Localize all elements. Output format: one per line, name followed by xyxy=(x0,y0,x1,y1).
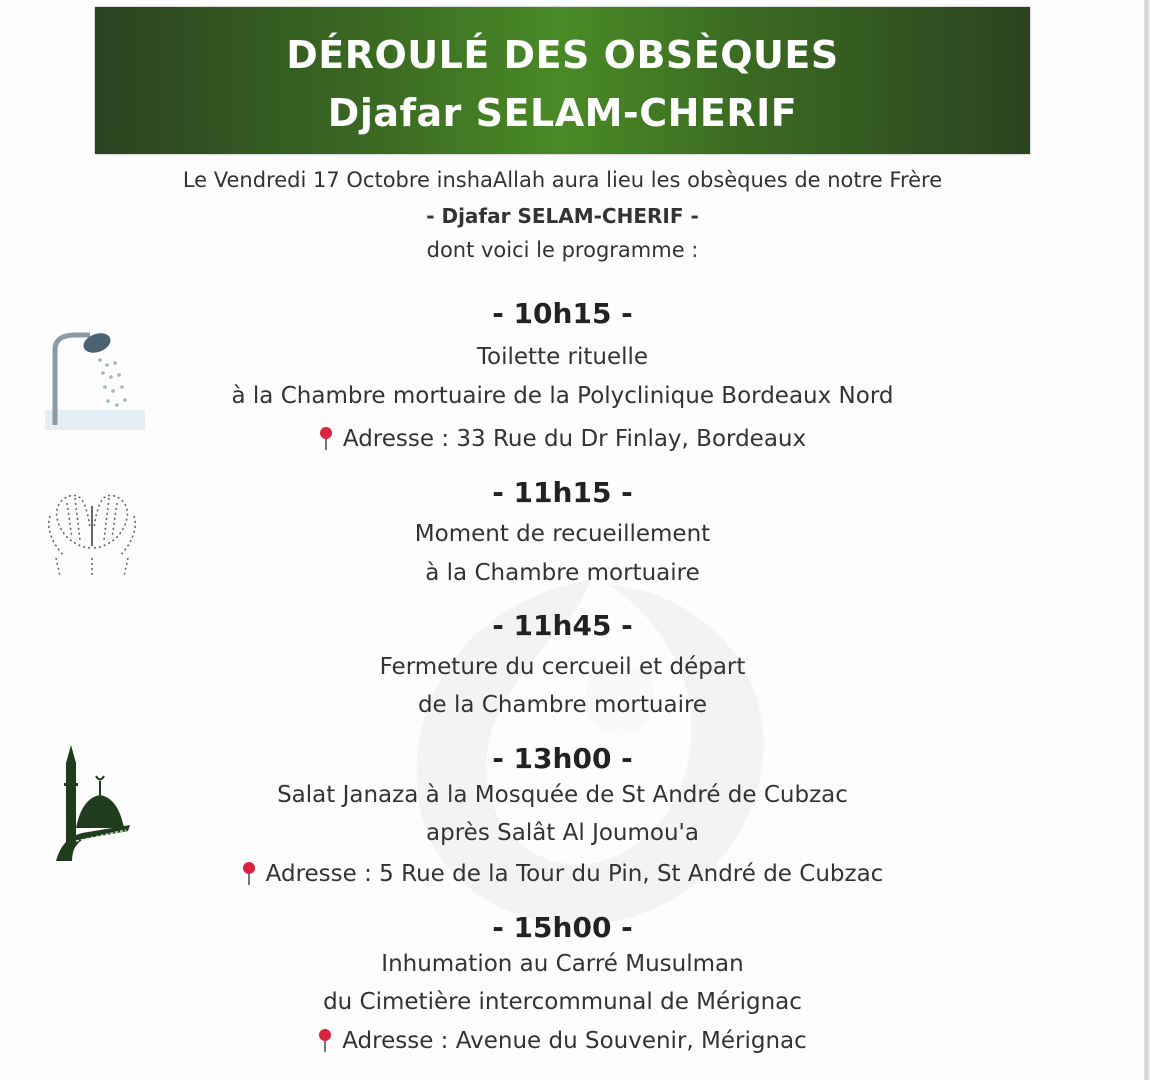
deceased-name-title: Djafar SELAM-CHERIF xyxy=(327,91,798,135)
map-pin-icon xyxy=(319,426,333,450)
schedule-desc-2a: Moment de recueillement xyxy=(414,521,711,547)
schedule-time-5: - 15h00 - xyxy=(492,911,633,944)
map-pin-icon xyxy=(318,1028,332,1052)
intro-name: - Djafar SELAM-CHERIF - xyxy=(426,204,699,228)
schedule-desc-2b: à la Chambre mortuaire xyxy=(425,560,700,586)
page-edge-divider xyxy=(1144,0,1150,1080)
schedule-desc-5b: du Cimetière intercommunal de Mérignac xyxy=(323,989,802,1015)
schedule-desc-4a: Salat Janaza à la Mosquée de St André de Cubzac xyxy=(277,782,848,808)
address-text-1: Adresse : 33 Rue du Dr Finlay, Bordeaux xyxy=(342,426,807,452)
shower-icon xyxy=(45,325,145,430)
intro-line: Le Vendredi 17 Octobre inshaAllah aura lieu les obsèques de notre Frère xyxy=(182,168,943,192)
address-text-4: Adresse : 5 Rue de la Tour du Pin, St André de Cubzac xyxy=(265,861,884,887)
map-pin-icon xyxy=(242,861,256,885)
schedule-time-2: - 11h15 - xyxy=(492,476,633,509)
schedule-desc-3a: Fermeture du cercueil et départ xyxy=(379,654,746,680)
schedule-desc-5a: Inhumation au Carré Musulman xyxy=(381,951,744,977)
address-text-5: Adresse : Avenue du Souvenir, Mérignac xyxy=(342,1028,807,1054)
schedule-desc-4b: après Salât Al Joumou'a xyxy=(426,820,699,846)
schedule-desc-1b: à la Chambre mortuaire de la Polyclinique Bordeaux Nord xyxy=(231,383,894,409)
schedule-address-1 xyxy=(0,426,1125,452)
page-title: DÉROULÉ DES OBSÈQUES xyxy=(286,33,839,77)
intro-programme: dont voici le programme : xyxy=(426,238,699,262)
header-banner xyxy=(95,7,1030,154)
schedule-desc-3b: de la Chambre mortuaire xyxy=(417,692,708,718)
schedule-time-3: - 11h45 - xyxy=(492,609,633,642)
schedule-address-4 xyxy=(0,861,1125,887)
schedule-address-5 xyxy=(0,1028,1125,1054)
schedule-time-1: - 10h15 - xyxy=(492,297,633,330)
schedule-time-4: - 13h00 - xyxy=(492,742,633,775)
schedule-desc-1a: Toilette rituelle xyxy=(476,344,649,370)
